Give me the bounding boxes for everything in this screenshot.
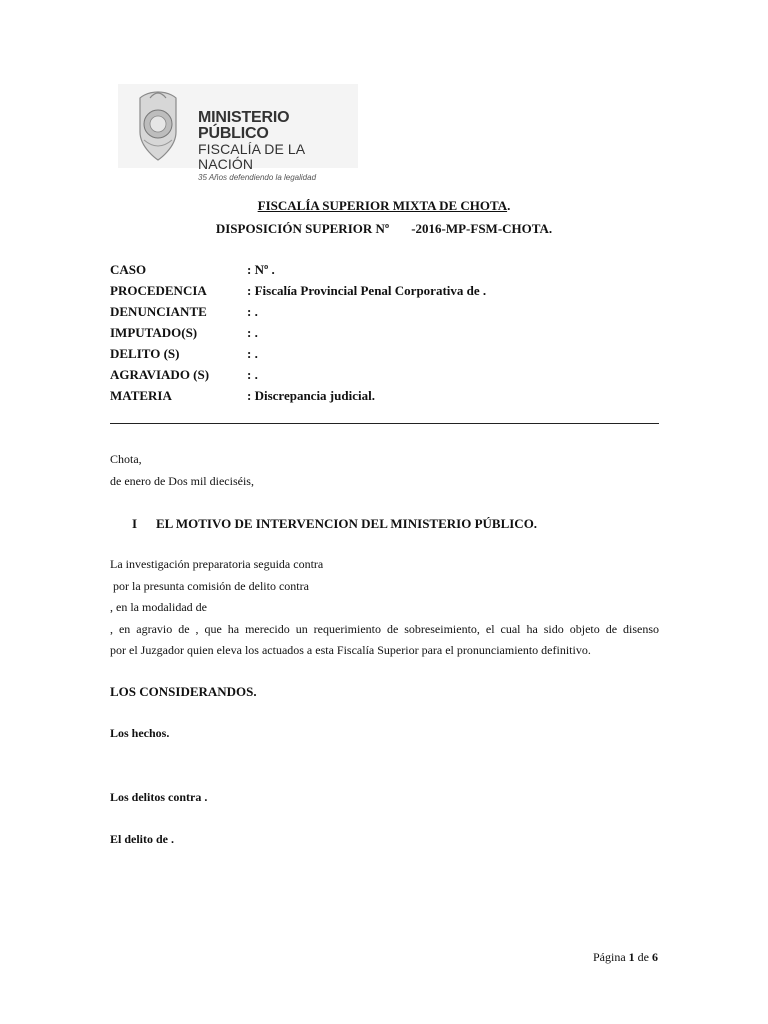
page-number: 1 <box>628 950 635 964</box>
field-label: PROCEDENCIA <box>110 283 207 298</box>
logo-title: MINISTERIO PÚBLICO <box>198 109 290 142</box>
disposition-label: DISPOSICIÓN SUPERIOR Nº <box>215 221 390 236</box>
field-label: DELITO (S) <box>110 346 180 361</box>
field-label: AGRAVIADO (S) <box>110 367 210 382</box>
page-word: Página <box>593 950 626 964</box>
crimes-heading: Los delitos contra . <box>110 790 208 804</box>
field-label: CASO <box>110 262 147 277</box>
body-line: , en agravio de , que ha merecido un requerimiento de sobreseimiento, el cual ha sido objeto de disenso <box>110 622 659 636</box>
disposition-heading <box>0 221 768 237</box>
logo-tagline: 35 Años defendiendo la legalidad <box>198 173 317 182</box>
crime-heading: El delito de . <box>110 832 175 846</box>
office-heading <box>0 198 768 214</box>
field-value: : . <box>247 325 258 340</box>
considerandos-heading: LOS CONSIDERANDOS. <box>110 684 257 699</box>
field-value: : Nº . <box>247 262 275 277</box>
office-name: FISCALÍA SUPERIOR MIXTA DE CHOTA <box>257 198 508 213</box>
office-period: . <box>507 198 511 213</box>
divider <box>110 423 659 424</box>
body-line: , en la modalidad de <box>110 600 207 614</box>
disposition-number: -2016-MP-FSM-CHOTA. <box>411 221 553 236</box>
page-footer <box>593 950 658 965</box>
field-value: : Discrepancia judicial. <box>247 388 375 403</box>
section-heading <box>132 516 537 532</box>
body-line: por el Juzgador quien eleva los actuados a esta Fiscalía Superior para el pronunciamiento definitivo. <box>110 643 591 657</box>
body-line: por la presunta comisión de delito contra <box>110 579 309 593</box>
field-value: : . <box>247 346 258 361</box>
facts-heading: Los hechos. <box>110 726 170 740</box>
date-line: de enero de Dos mil dieciséis, <box>110 474 254 488</box>
seal-icon <box>128 88 188 164</box>
logo-text <box>198 110 358 183</box>
field-label: DENUNCIANTE <box>110 304 207 319</box>
of-word: de <box>637 950 649 964</box>
place-line: Chota, <box>110 452 142 466</box>
field-label: IMPUTADO(S) <box>110 325 198 340</box>
field-value: : . <box>247 367 258 382</box>
section-number: I <box>132 516 138 531</box>
field-value: : . <box>247 304 258 319</box>
institution-logo <box>118 84 358 182</box>
field-label: MATERIA <box>110 388 172 403</box>
logo-subtitle: FISCALÍA DE LA NACIÓN <box>198 141 305 172</box>
page-total: 6 <box>652 950 658 964</box>
section-title: EL MOTIVO DE INTERVENCION DEL MINISTERIO PÚBLICO. <box>156 516 538 531</box>
body-line: La investigación preparatoria seguida contra <box>110 557 324 571</box>
field-value: : Fiscalía Provincial Penal Corporativa de . <box>247 283 487 298</box>
